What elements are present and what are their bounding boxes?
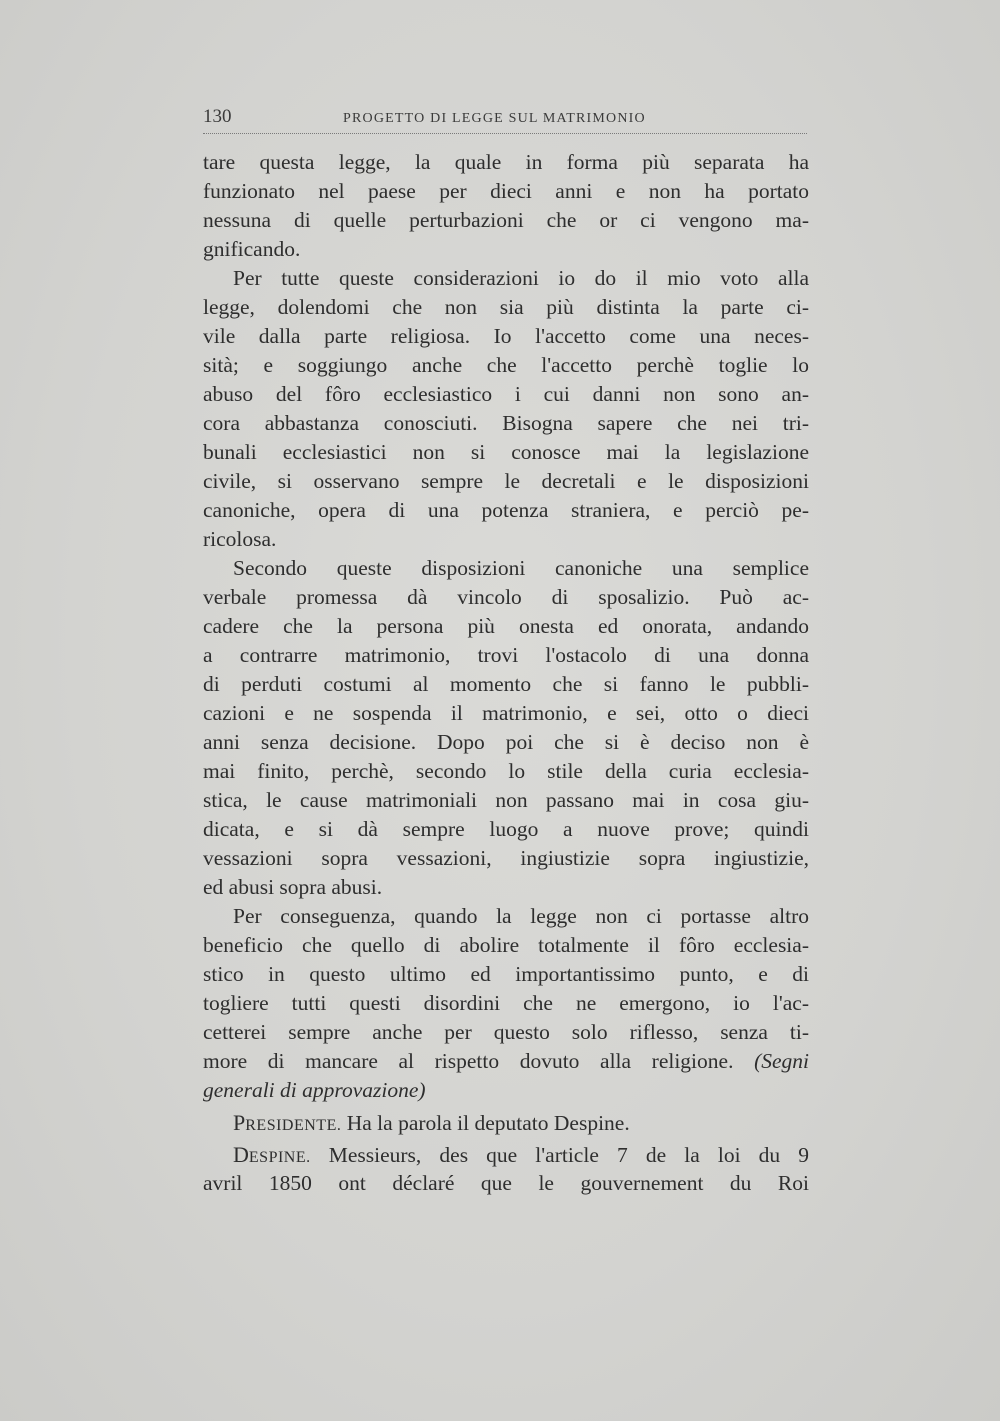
text-line: civile, si osservano sempre le decretali e le disposizioni <box>203 469 809 493</box>
text-line: Per tutte queste considerazioni io do il mio voto alla <box>233 266 809 290</box>
text-line: bunali ecclesiastici non si conosce mai la legislazione <box>203 440 809 464</box>
paragraph-2 <box>203 264 809 554</box>
text-line: dicata, e si dà sempre luogo a nuove prove; quindi <box>203 817 809 841</box>
speaker-name-rest: ESPINE. <box>248 1149 311 1166</box>
text-line: verbale promessa dà vincolo di sposalizio. Può ac- <box>203 585 809 609</box>
text-line <box>203 1076 809 1105</box>
text-line: cetterei sempre anche per questo solo riflesso, senza ti- <box>203 1020 809 1044</box>
text-line <box>203 1140 809 1169</box>
text-line: nessuna di quelle perturbazioni che or ci vengono ma- <box>203 208 809 232</box>
speaker-presidente <box>203 1108 809 1137</box>
header-rule <box>203 133 807 134</box>
text-line: legge, dolendomi che non sia più distinta la parte ci- <box>203 295 809 319</box>
body-text <box>203 148 809 1198</box>
text-line <box>203 1047 809 1076</box>
text-line: beneficio che quello di abolire totalmente il fôro ecclesia- <box>203 933 809 957</box>
speaker-text: Messieurs, des que l'article 7 de la loi du 9 <box>328 1143 810 1167</box>
text-line: a contrarre matrimonio, trovi l'ostacolo di una donna <box>203 643 809 667</box>
text-line: tare questa legge, la quale in forma più separata ha <box>203 150 809 174</box>
text-line: cora abbastanza conosciuti. Bisogna sapere che nei tri- <box>203 411 809 435</box>
text-line: mai finito, perchè, secondo lo stile della curia ecclesia- <box>203 759 809 783</box>
text-line: gnificando. <box>203 237 301 261</box>
running-head: PROGETTO DI LEGGE SUL MATRIMONIO <box>343 111 646 126</box>
text-line: stico in questo ultimo ed importantissimo punto, e di <box>203 962 809 986</box>
page-header <box>203 104 807 130</box>
text-line: canoniche, opera di una potenza straniera, e perciò pe- <box>203 498 809 522</box>
speaker-despine <box>203 1140 809 1198</box>
text-line: cadere che la persona più onesta ed onorata, andando <box>203 614 809 638</box>
text-line: sità; e soggiungo anche che l'accetto perchè toglie lo <box>203 353 809 377</box>
speaker-text: Ha la parola il deputato Despine. <box>346 1111 630 1135</box>
text-line: Secondo queste disposizioni canoniche una semplice <box>233 556 809 580</box>
text-line: ricolosa. <box>203 527 277 551</box>
text-line: funzionato nel paese per dieci anni e non ha portato <box>203 179 809 203</box>
text-line: cazioni e ne sospenda il matrimonio, e sei, otto o dieci <box>203 701 809 725</box>
italic-note: (Segni <box>754 1049 809 1073</box>
text-line <box>203 1108 809 1137</box>
paragraph-1 <box>203 148 809 264</box>
text-line: vessazioni sopra vessazioni, ingiustizie sopra ingiustizie, <box>203 846 809 870</box>
text-line: Per conseguenza, quando la legge non ci portasse altro <box>233 904 809 928</box>
speaker-name-initial: D <box>233 1142 249 1167</box>
text-line: anni senza decisione. Dopo poi che si è deciso non è <box>203 730 809 754</box>
paragraph-4 <box>203 902 809 1105</box>
page-number: 130 <box>203 106 232 127</box>
speaker-name-rest: RESIDENTE. <box>245 1117 342 1134</box>
text-line: abuso del fôro ecclesiastico i cui danni non sono an- <box>203 382 809 406</box>
text-line: avril 1850 ont déclaré que le gouvernement du Roi <box>203 1171 809 1195</box>
text-line: stica, le cause matrimoniali non passano mai in cosa giu- <box>203 788 809 812</box>
paragraph-3 <box>203 554 809 902</box>
italic-note: generali di approvazione) <box>203 1078 426 1102</box>
text-line: vile dalla parte religiosa. Io l'accetto come una neces- <box>203 324 809 348</box>
speaker-name-initial: P <box>233 1110 246 1135</box>
text-segment: more di mancare al rispetto dovuto alla religione. <box>203 1049 734 1073</box>
text-line: ed abusi sopra abusi. <box>203 875 383 899</box>
text-line: togliere tutti questi disordini che ne emergono, io l'ac- <box>203 991 809 1015</box>
text-line: di perduti costumi al momento che si fanno le pubbli- <box>203 672 809 696</box>
